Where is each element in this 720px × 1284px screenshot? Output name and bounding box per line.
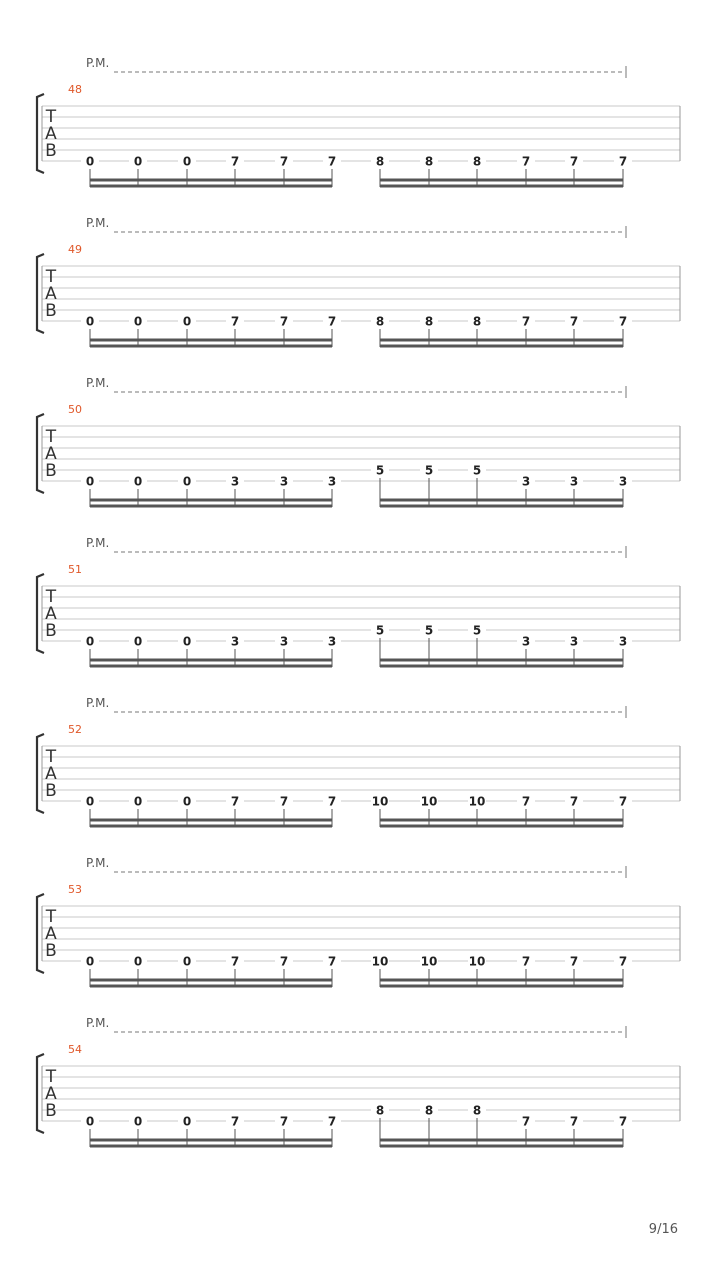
fret-number: 7 (569, 314, 579, 329)
fret-number: 0 (182, 474, 192, 489)
bar-number: 53 (68, 883, 82, 896)
fret-number: 3 (618, 474, 628, 489)
bar-number: 48 (68, 83, 82, 96)
palm-mute-label: P.M. (86, 1016, 110, 1030)
tab-clef-letter: T (45, 747, 57, 767)
fret-number: 7 (230, 1114, 240, 1129)
bar-number: 50 (68, 403, 82, 416)
fret-number: 7 (327, 1114, 337, 1129)
fret-number: 5 (375, 623, 385, 638)
fret-number: 8 (472, 314, 482, 329)
fret-number: 0 (85, 794, 95, 809)
fret-number: 8 (375, 154, 385, 169)
fret-number: 0 (85, 634, 95, 649)
fret-number: 0 (182, 314, 192, 329)
fret-number: 5 (472, 623, 482, 638)
tab-system (37, 376, 680, 507)
tab-clef-letter: T (45, 587, 57, 607)
fret-number: 7 (521, 154, 531, 169)
fret-number: 3 (521, 634, 531, 649)
tab-clef-letter: T (45, 107, 57, 127)
fret-number: 7 (327, 314, 337, 329)
tab-clef-letter: B (45, 1101, 57, 1121)
fret-number: 7 (230, 154, 240, 169)
fret-number: 8 (424, 1103, 434, 1118)
fret-number: 7 (521, 314, 531, 329)
fret-number: 7 (279, 314, 289, 329)
fret-number: 0 (85, 474, 95, 489)
fret-number: 8 (472, 154, 482, 169)
tab-system (37, 696, 680, 827)
fret-number: 3 (569, 634, 579, 649)
bar-number: 49 (68, 243, 82, 256)
fret-number: 0 (133, 634, 143, 649)
fret-number: 8 (375, 314, 385, 329)
fret-number: 7 (327, 794, 337, 809)
tab-clef-letter: T (45, 427, 57, 447)
fret-number: 3 (230, 474, 240, 489)
palm-mute-label: P.M. (86, 696, 110, 710)
tab-clef-letter: A (45, 924, 57, 944)
fret-number: 8 (472, 1103, 482, 1118)
fret-number: 5 (472, 463, 482, 478)
fret-number: 7 (230, 954, 240, 969)
fret-number: 7 (279, 1114, 289, 1129)
tab-system (37, 856, 680, 987)
fret-number: 0 (133, 474, 143, 489)
fret-number: 3 (521, 474, 531, 489)
tab-system (37, 56, 680, 187)
tab-system (37, 536, 680, 667)
fret-number: 7 (569, 954, 579, 969)
fret-number: 7 (618, 154, 628, 169)
fret-number: 0 (133, 1114, 143, 1129)
fret-number: 7 (521, 1114, 531, 1129)
fret-number: 7 (279, 154, 289, 169)
tab-clef-letter: A (45, 604, 57, 624)
fret-number: 0 (85, 314, 95, 329)
tab-system (37, 216, 680, 347)
tab-clef-letter: T (45, 267, 57, 287)
palm-mute-label: P.M. (86, 56, 110, 70)
fret-number: 7 (618, 794, 628, 809)
fret-number: 7 (618, 314, 628, 329)
fret-number: 3 (279, 634, 289, 649)
fret-number: 7 (279, 794, 289, 809)
fret-number: 0 (133, 314, 143, 329)
fret-number: 7 (569, 794, 579, 809)
fret-number: 7 (230, 314, 240, 329)
fret-number: 7 (569, 1114, 579, 1129)
fret-number: 8 (424, 314, 434, 329)
fret-number: 3 (618, 634, 628, 649)
fret-number: 0 (182, 1114, 192, 1129)
tab-system (37, 1016, 680, 1147)
fret-number: 7 (327, 154, 337, 169)
fret-number: 10 (468, 794, 486, 809)
tab-clef-letter: A (45, 284, 57, 304)
tab-clef-letter: B (45, 301, 57, 321)
tab-clef-letter: B (45, 461, 57, 481)
tab-clef-letter: B (45, 941, 57, 961)
fret-number: 3 (279, 474, 289, 489)
tab-clef-letter: B (45, 781, 57, 801)
fret-number: 5 (424, 463, 434, 478)
fret-number: 8 (424, 154, 434, 169)
palm-mute-label: P.M. (86, 536, 110, 550)
palm-mute-label: P.M. (86, 216, 110, 230)
fret-number: 10 (371, 954, 389, 969)
fret-number: 0 (182, 954, 192, 969)
bar-number: 52 (68, 723, 82, 736)
tab-clef-letter: B (45, 621, 57, 641)
fret-number: 0 (85, 1114, 95, 1129)
fret-number: 0 (133, 954, 143, 969)
fret-number: 10 (420, 794, 438, 809)
bar-number: 51 (68, 563, 82, 576)
fret-number: 7 (279, 954, 289, 969)
fret-number: 3 (230, 634, 240, 649)
fret-number: 7 (569, 154, 579, 169)
fret-number: 0 (182, 794, 192, 809)
palm-mute-label: P.M. (86, 376, 110, 390)
fret-number: 7 (618, 1114, 628, 1129)
fret-number: 10 (371, 794, 389, 809)
fret-number: 7 (521, 954, 531, 969)
fret-number: 0 (133, 154, 143, 169)
fret-number: 0 (182, 634, 192, 649)
fret-number: 0 (85, 154, 95, 169)
tab-clef-letter: A (45, 124, 57, 144)
fret-number: 3 (327, 474, 337, 489)
tab-clef-letter: B (45, 141, 57, 161)
fret-number: 10 (420, 954, 438, 969)
tab-clef-letter: A (45, 1084, 57, 1104)
fret-number: 7 (521, 794, 531, 809)
tab-clef-letter: T (45, 907, 57, 927)
fret-number: 10 (468, 954, 486, 969)
fret-number: 8 (375, 1103, 385, 1118)
fret-number: 5 (424, 623, 434, 638)
page-indicator: 9/16 (648, 1222, 678, 1237)
fret-number: 7 (230, 794, 240, 809)
bar-number: 54 (68, 1043, 82, 1056)
tab-clef-letter: A (45, 444, 57, 464)
fret-number: 7 (618, 954, 628, 969)
fret-number: 0 (133, 794, 143, 809)
fret-number: 0 (182, 154, 192, 169)
palm-mute-label: P.M. (86, 856, 110, 870)
fret-number: 5 (375, 463, 385, 478)
fret-number: 0 (85, 954, 95, 969)
tab-clef-letter: T (45, 1067, 57, 1087)
fret-number: 3 (327, 634, 337, 649)
fret-number: 3 (569, 474, 579, 489)
fret-number: 7 (327, 954, 337, 969)
tab-clef-letter: A (45, 764, 57, 784)
